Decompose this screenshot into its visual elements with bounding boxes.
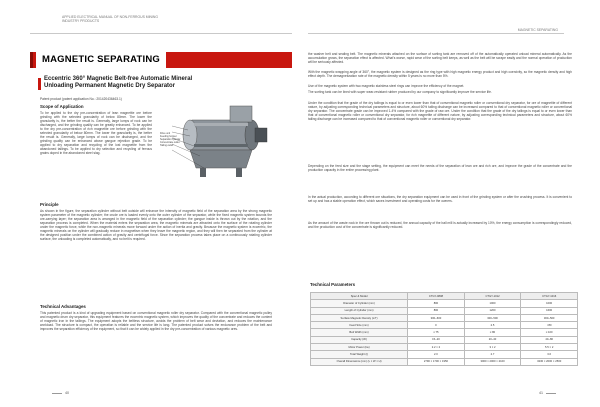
param-value-cell: 2.7 xyxy=(464,351,521,358)
table-header-row xyxy=(311,293,578,300)
page-number-left xyxy=(52,391,69,395)
table-row xyxy=(311,358,578,365)
table-header-cell: CTGY-1016 xyxy=(521,293,578,300)
param-value-cell: <80 xyxy=(521,322,578,329)
table-heading: Technical Parameters xyxy=(310,282,356,287)
param-value-cell: ≤ 100 xyxy=(521,329,578,336)
table-row xyxy=(311,300,578,307)
right-text-2: With the magnetic wrapping angle of 360°, the magnetic system is designed as the ring type with high magnetic energy product and high coercivity, so the magnetic density and high effect depth. The demagnetization rate of the magnetic density within 5 years is no more than 5%. xyxy=(308,70,572,79)
page-number-left-value: 40 xyxy=(65,391,69,395)
param-value-cell: 300~500 xyxy=(464,314,521,321)
param-label-cell: Length of Cylinder (mm) xyxy=(311,307,408,314)
param-value-cell: 800 xyxy=(408,307,465,314)
running-head-right: MAGNETIC SEPARATING xyxy=(517,28,558,32)
section-title: MAGNETIC SEPARATING xyxy=(36,52,166,68)
param-value-cell: 3.6 xyxy=(521,351,578,358)
param-value-cell: 1000 xyxy=(521,300,578,307)
table-header-cell: Spec & Model xyxy=(311,293,408,300)
param-value-cell: 2.0 xyxy=(408,351,465,358)
scope-heading: Scope of Application xyxy=(40,104,84,109)
param-value-cell: ≤ 80 xyxy=(464,329,521,336)
param-value-cell: 800 xyxy=(408,300,465,307)
param-value-cell: 3000 × 2000 × 2100 xyxy=(464,358,521,365)
right-text-7: In the actual production, according to different ore situations, the dry separation equipment can be used in front of the grinding system or after the crushing process. It is convenient to set up and has a stable operation effect, which saves investment and operating costs for the owners. xyxy=(308,195,572,204)
title-marker xyxy=(38,78,41,90)
param-label-cell: Belt Width (mm) xyxy=(311,329,408,336)
param-value-cell: 1200 xyxy=(464,307,521,314)
scope-text: To be applied to the dry pre-concentration of lean magnetite ore before grinding with the selected granularity of below 80mm. The lower the granularity is, the better the result is. Generally, large lumps of rock can be discharged, and the grinding quality can be greatly enhanced. To be applied to the dry pre-concentration of rich magnetite ore before grinding with the selected granularity of below 80mm. The lower the granularity is, the better the result is. Generally, large lumps of rock can be discharged, and the grinding quality can be enhanced above gangue rejection grade. To be applied to dry separation and recycling of the lost magnetite from the abandoned tailings. To be applied to dry selection and recycling of ferrous grains doped in the abandoned steel slag. xyxy=(40,111,152,156)
advantages-heading: Technical Advantages xyxy=(40,304,86,309)
right-text-3: Use of the magnetic system with two magnetic stainless steel rings can improve the efficiency of the magnet. xyxy=(308,84,465,88)
technical-parameters-table xyxy=(310,292,578,366)
param-value-cell: 0 xyxy=(408,322,465,329)
figure-callouts xyxy=(160,132,190,147)
page-number-right-value: 41 xyxy=(539,391,543,395)
table-row xyxy=(311,322,578,329)
param-value-cell: 1000 xyxy=(464,300,521,307)
figure-label: Tailing outlet xyxy=(160,144,174,148)
principle-heading: Principle xyxy=(40,202,59,207)
param-value-cell: 300~600 xyxy=(408,314,465,321)
principle-text: As shown in the figure, the separation cylinder without belt outside will enhance the intensity of magnetic field of the separation area by the strong magnetic system parameter of the magnetic cylinder; the crude ore is loaded evenly onto the outer cylinder of the separator, while the fixed magnetic system bounds the ore-carrying layer; the separation area is arranged in the magnetic field of the separation cylinder; the gangue inside is thrown out by the rotation, and the separation process is completed. When the material enters the separation area, the magnetic minerals are attracted onto the surface of the rotating cylinder under the magnetic force, while the non-magnetic minerals move forward under the action of inertia and gravity. Because the magnetic system is eccentric, the magnetic minerals on the cylinder will gradually reduce in magnetism when they leave the magnetic region, and they will then be separated from the cylinder at the designed position under the combined action of gravity and centrifugal force. Since the separation process takes place on a continuously rotating cylinder surface, the unloading is completed automatically, and no belt is required. xyxy=(40,209,272,242)
param-value-cell: 5.5 × 2 xyxy=(521,344,578,351)
param-value-cell: 40~80 xyxy=(521,336,578,343)
table-row xyxy=(311,344,578,351)
param-value-cell: 15~20 xyxy=(408,336,465,343)
param-label-cell: Total Weight (t) xyxy=(311,351,408,358)
right-page xyxy=(300,0,600,407)
figure-label: Concentrate outlet xyxy=(160,141,180,145)
table-row xyxy=(311,314,578,321)
right-text-5: Under the condition that the grade of the dry tailings is equal to or even lower than that of conventional magnetic roller or conventional dry separator, for ore of magnetite of different nature, by adjusting corresponding technical parameters and structure, about 60% tailing discharge can be increased compared to that of conventional magnetic roller or conventional dry separator. The concentrate grade can be improved 1-4% compared with the grade of raw ore. Under the condition that the grade of the dry tailings is equal to or even lower than that of conventional magnetic roller or conventional dry separator, for rich magnetite of different nature, by adjusting corresponding technical parameters and structure, about 60% tailing discharge can be increased compared to that of conventional magnetic roller or conventional dry separator. xyxy=(308,101,572,122)
param-value-cell: 2.5 xyxy=(464,322,521,329)
table-row xyxy=(311,307,578,314)
param-value-cell: 3230 × 2000 × 2500 xyxy=(521,358,578,365)
advantages-text: This patented product is a kind of upgrading equipment based on conventional magnetic roller dry separator. Compared with the conventional magnetic pulley and magnetic drum dry separator, this equipment features the eccentric magnetic system, which improves the quality of the concentrate and reduces the content of magnetic iron in the tailings. The equipment adopts the beltless structure, avoids the problem of belt wear and deviation, and reduces the maintenance workload. The structure is compact, the operation is reliable and the service life is long. The patented product solves the endurance problem of the belt and improves the separation efficiency of the equipment, so that it can be widely applied in the dry pre-concentration of various magnetic ores. xyxy=(40,311,272,332)
table-row xyxy=(311,336,578,343)
table-row xyxy=(311,329,578,336)
param-label-cell: Surface Magnetic Density (mT) xyxy=(311,314,408,321)
header-rule-right xyxy=(308,33,564,34)
param-label-cell: Motor Power (kw) xyxy=(311,344,408,351)
param-value-cell: 3 × 2 xyxy=(464,344,521,351)
param-label-cell: Capacity (t/h) xyxy=(311,336,408,343)
patent-note: Patent product (patent application No.: 201420436463.1) xyxy=(40,97,122,101)
header-rule-left xyxy=(30,33,292,34)
section-banner xyxy=(30,52,292,68)
right-text-4: The sorting tank can be lined with super wear-resistant rubber produced by our company to significantly improve the service life. xyxy=(308,90,492,94)
param-value-cell: 2790 × 1700 × 1950 xyxy=(408,358,465,365)
param-value-cell: 300~500 xyxy=(521,314,578,321)
figure-label: Separation cylinder xyxy=(160,138,181,142)
right-text-6: Depending on the feed size and the stage setting, the equipment can meet the needs of the separation of lean ore and rich ore, and improve the grade of the concentrate and the production capacity in the entire processing plant. xyxy=(308,164,572,173)
param-value-cell: 1600 xyxy=(521,307,578,314)
product-title: Eccentric 360° Magnetic Belt-free Automatic Mineral Unloading Permanent Magnetic Dry Separator xyxy=(44,76,193,90)
param-value-cell: ≤ 75 xyxy=(408,329,465,336)
table-header-cell: CTGY-1012 xyxy=(464,293,521,300)
table-header-cell: CTGY-0808 xyxy=(408,293,465,300)
running-head-left: APPLIED ELECTRICAL MANUAL OF NON-FERROUS MINING INDUSTRY PRODUCTS xyxy=(62,15,159,24)
param-value-cell: 20~40 xyxy=(464,336,521,343)
param-label-cell: Diameter of Cylinder (mm) xyxy=(311,300,408,307)
figure-label: Feeding hopper xyxy=(160,135,177,139)
param-label-cell: Feed Size (mm) xyxy=(311,322,408,329)
banner-stripe xyxy=(30,52,33,68)
page-number-right xyxy=(539,391,556,395)
right-text-8: As the amount of the waste rock in the ore thrown out is reduced, the annual capacity of the ball mill is actually increased by 10%, the energy consumption is correspondingly reduced, and the production cost of the concentrate is significantly reduced. xyxy=(308,221,572,230)
param-value-cell: 2.2 × 2 xyxy=(408,344,465,351)
param-label-cell: Overall Dimensions (mm) (L × W × H) xyxy=(311,358,408,365)
right-text-1: the washer belt and sealing belt. The magnetic minerals attached on the surface of sorting tank are removed off of the automatically operated unload mineral automatically. As the accumulation grows, the separation effect is affected. What's worse, rapid wear of the sorting belt keeps, as well as the belt will be scrape easily and the normal operation of production will be seriously affected. xyxy=(308,52,572,65)
figure-label: Drive unit xyxy=(160,132,171,135)
table-row xyxy=(311,351,578,358)
